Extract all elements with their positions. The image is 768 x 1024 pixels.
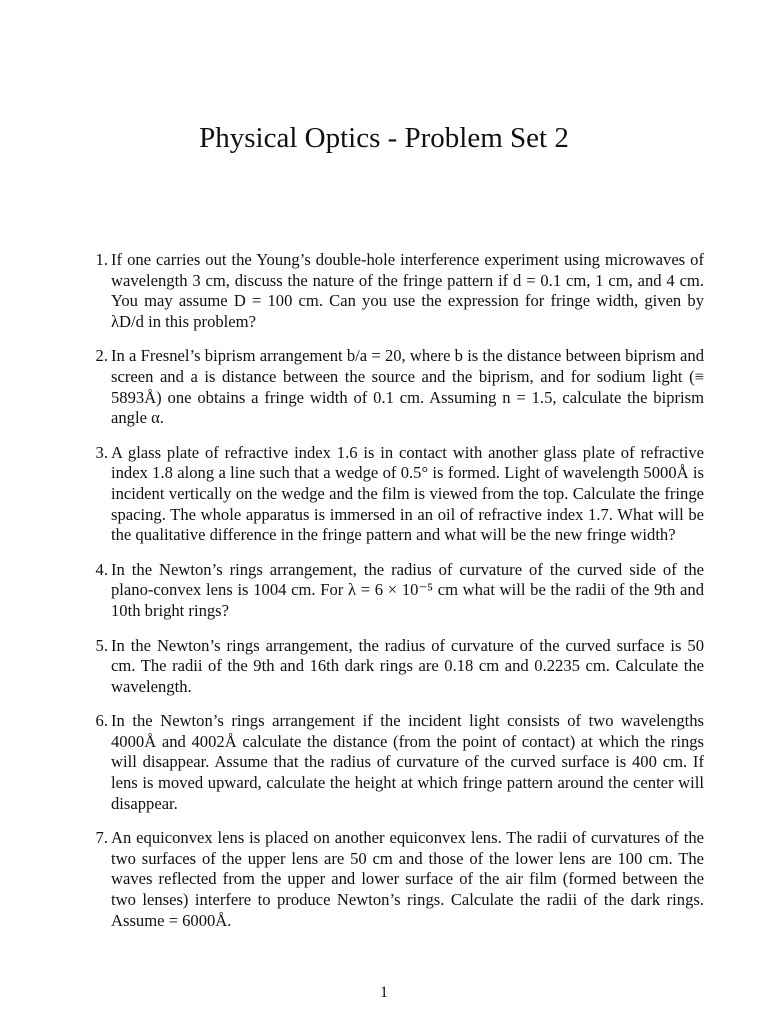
problem-text: In the Newton’s rings arrangement if the incident light consists of two wavelengths 4000Å and 4002Å calculate the distance (from the point of contact) at which the rings will disappear. Assume that the radius of curvature of the curved surface is 400 cm. If lens is moved upward, calculate the height at which fringe pattern around the center will disappear. [111,711,704,813]
problem-number: 7. [95,828,108,848]
problem-item [82,711,704,814]
problem-item [82,443,704,546]
problem-text: In a Fresnel’s biprism arrangement b/a = 20, where b is the distance between biprism and screen and a is distance between the source and the biprism, and for sodium light (≡ 5893Å) one obtains a fringe width of 0.1 cm. Assuming n = 1.5, calculate the biprism angle α. [111,346,704,428]
problem-text: An equiconvex lens is placed on another equiconvex lens. The radii of curvatures of the two surfaces of the upper lens are 50 cm and those of the lower lens are 100 cm. The waves reflected from the upper and lower surface of the air film (formed between the two lenses) interfere to produce Newton’s rings. Calculate the radii of the dark rings. Assume = 6000Å. [111,828,704,930]
problem-number: 6. [95,711,108,731]
problem-text: In the Newton’s rings arrangement, the radius of curvature of the curved side of the plano-convex lens is 1004 cm. For λ = 6 × 10⁻⁵ cm what will be the radii of the 9th and 10th bright rings? [111,559,704,620]
problem-list [82,250,704,945]
problem-item [82,560,704,622]
problem-item [82,828,704,931]
problem-number: 5. [95,635,108,655]
document-title: Physical Optics - Problem Set 2 [199,122,569,154]
problem-number: 2. [95,346,108,366]
problem-number: 3. [95,442,108,462]
problem-item [82,250,704,332]
problem-text: If one carries out the Young’s double-hole interference experiment using microwaves of wavelength 3 cm, discuss the nature of the fringe pattern if d = 0.1 cm, 1 cm, and 4 cm. You may assume D = 100 cm. Can you use the expression for fringe width, given by λD/d in this problem? [111,250,704,331]
problem-number: 4. [95,559,108,579]
page-number: 1 [380,984,388,1001]
problem-number: 1. [95,250,108,269]
problem-item [82,346,704,428]
problem-text: In the Newton’s rings arrangement, the radius of curvature of the curved surface is 50 cm. The radii of the 9th and 16th dark rings are 0.18 cm and 0.2235 cm. Calculate the wavelength. [111,635,704,696]
problem-item [82,636,704,698]
problem-text: A glass plate of refractive index 1.6 is in contact with another glass plate of refractive index 1.8 along a line such that a wedge of 0.5° is formed. Light of wavelength 5000Å is incident vertically on the wedge and the film is viewed from the top. Calculate the fringe spacing. The whole apparatus is immersed in an oil of refractive index 1.7. What will be the qualitative difference in the fringe pattern and what will be the new fringe width? [111,442,704,545]
